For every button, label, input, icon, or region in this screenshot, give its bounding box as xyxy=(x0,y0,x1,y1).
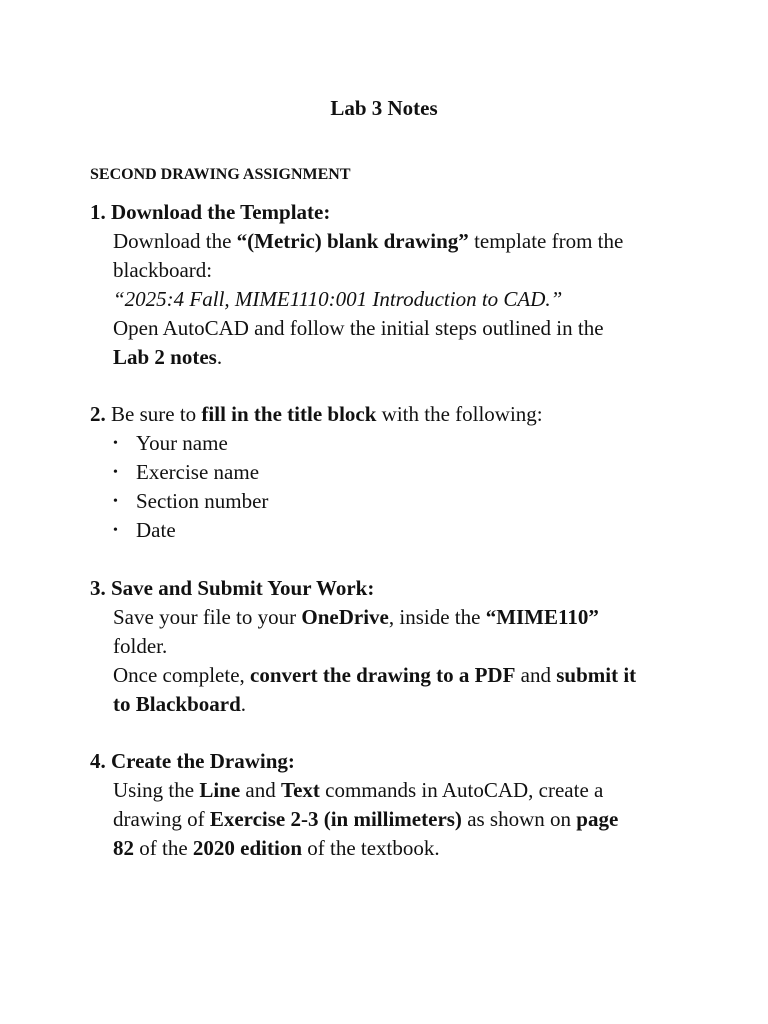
text-command-emphasis: Text xyxy=(281,778,320,802)
step-1-line-2: blackboard: xyxy=(113,258,213,282)
step-3-heading-line xyxy=(90,574,690,603)
page-emphasis: page xyxy=(576,807,619,831)
step-2-number: 2. xyxy=(90,402,106,426)
step-1-heading-line xyxy=(90,198,690,227)
bullet-icon: • xyxy=(113,436,118,451)
step-4-heading: Create the Drawing: xyxy=(111,749,295,773)
step-3-save-submit xyxy=(90,574,690,719)
step-3-text: Save your file to your xyxy=(113,605,302,629)
step-1-download-template xyxy=(90,198,690,372)
step-3-text: and xyxy=(515,663,557,687)
bullet-icon: • xyxy=(113,523,118,538)
step-4-text: and xyxy=(240,778,281,802)
step-4-line-1 xyxy=(90,776,690,805)
title-block-emphasis: fill in the title block xyxy=(201,402,377,426)
step-1-text: Download the xyxy=(113,229,237,253)
step-1-line-1 xyxy=(90,227,690,256)
list-item-label: Exercise name xyxy=(136,460,260,484)
step-1-line-3 xyxy=(90,285,690,314)
step-4-text: Using the xyxy=(113,778,200,802)
step-2-text: with the following: xyxy=(376,402,543,426)
template-name: “(Metric) blank drawing” xyxy=(236,229,469,253)
step-3-line-1 xyxy=(90,603,690,632)
step-4-number: 4. xyxy=(90,749,106,773)
step-4-text: of the xyxy=(134,836,193,860)
onedrive-emphasis: OneDrive xyxy=(301,605,389,629)
section-heading: SECOND DRAWING ASSIGNMENT xyxy=(90,166,351,183)
convert-pdf-emphasis: convert the drawing to a PDF xyxy=(250,663,516,687)
list-item xyxy=(113,516,690,545)
step-4-text: drawing of xyxy=(113,807,210,831)
page-number-emphasis: 82 xyxy=(113,836,134,860)
step-4-text: commands in AutoCAD, create a xyxy=(319,778,604,802)
bullet-icon: • xyxy=(113,465,118,480)
step-1-line-4: Open AutoCAD and follow the initial steps outlined in the xyxy=(113,316,604,340)
submit-emphasis: submit it xyxy=(556,663,637,687)
step-1-number: 1. xyxy=(90,200,106,224)
exercise-emphasis: Exercise 2-3 (in millimeters) xyxy=(209,807,462,831)
line-command-emphasis: Line xyxy=(199,778,241,802)
step-3-line-2: folder. xyxy=(113,634,168,658)
list-item-label: Date xyxy=(136,518,176,542)
title-block-fields-list xyxy=(90,429,690,545)
lab-2-notes-ref: Lab 2 notes xyxy=(113,345,217,369)
step-4-heading-line xyxy=(90,747,690,776)
step-4-text: as shown on xyxy=(461,807,577,831)
step-3-text: . xyxy=(240,692,247,716)
step-1-text: template from the xyxy=(468,229,624,253)
list-item xyxy=(113,429,690,458)
step-4-line-2 xyxy=(90,805,690,834)
list-item xyxy=(113,487,690,516)
list-item-label: Section number xyxy=(136,489,269,513)
step-4-line-3 xyxy=(90,834,690,863)
step-2-text: Be sure to xyxy=(111,402,202,426)
step-4-text: of the textbook. xyxy=(302,836,440,860)
step-1-text: . xyxy=(216,345,223,369)
step-3-text: Once complete, xyxy=(113,663,251,687)
step-3-number: 3. xyxy=(90,576,106,600)
step-1-heading: Download the Template: xyxy=(111,200,331,224)
list-item-label: Your name xyxy=(136,431,228,455)
course-name: “2025:4 Fall, MIME1110:001 Introduction to CAD.” xyxy=(113,287,563,311)
folder-name-emphasis: “MIME110” xyxy=(485,605,599,629)
page-title: Lab 3 Notes xyxy=(330,96,438,120)
step-1-line-5 xyxy=(90,343,690,372)
list-item xyxy=(113,458,690,487)
edition-emphasis: 2020 edition xyxy=(192,836,302,860)
step-2-title-block xyxy=(90,400,690,545)
submit-emphasis: to Blackboard xyxy=(113,692,241,716)
step-4-create-drawing xyxy=(90,747,690,863)
step-2-line-1 xyxy=(90,400,690,429)
step-3-line-4 xyxy=(90,690,690,719)
step-3-text: , inside the xyxy=(388,605,486,629)
step-3-line-3 xyxy=(90,661,690,690)
step-3-heading: Save and Submit Your Work: xyxy=(111,576,375,600)
bullet-icon: • xyxy=(113,494,118,509)
